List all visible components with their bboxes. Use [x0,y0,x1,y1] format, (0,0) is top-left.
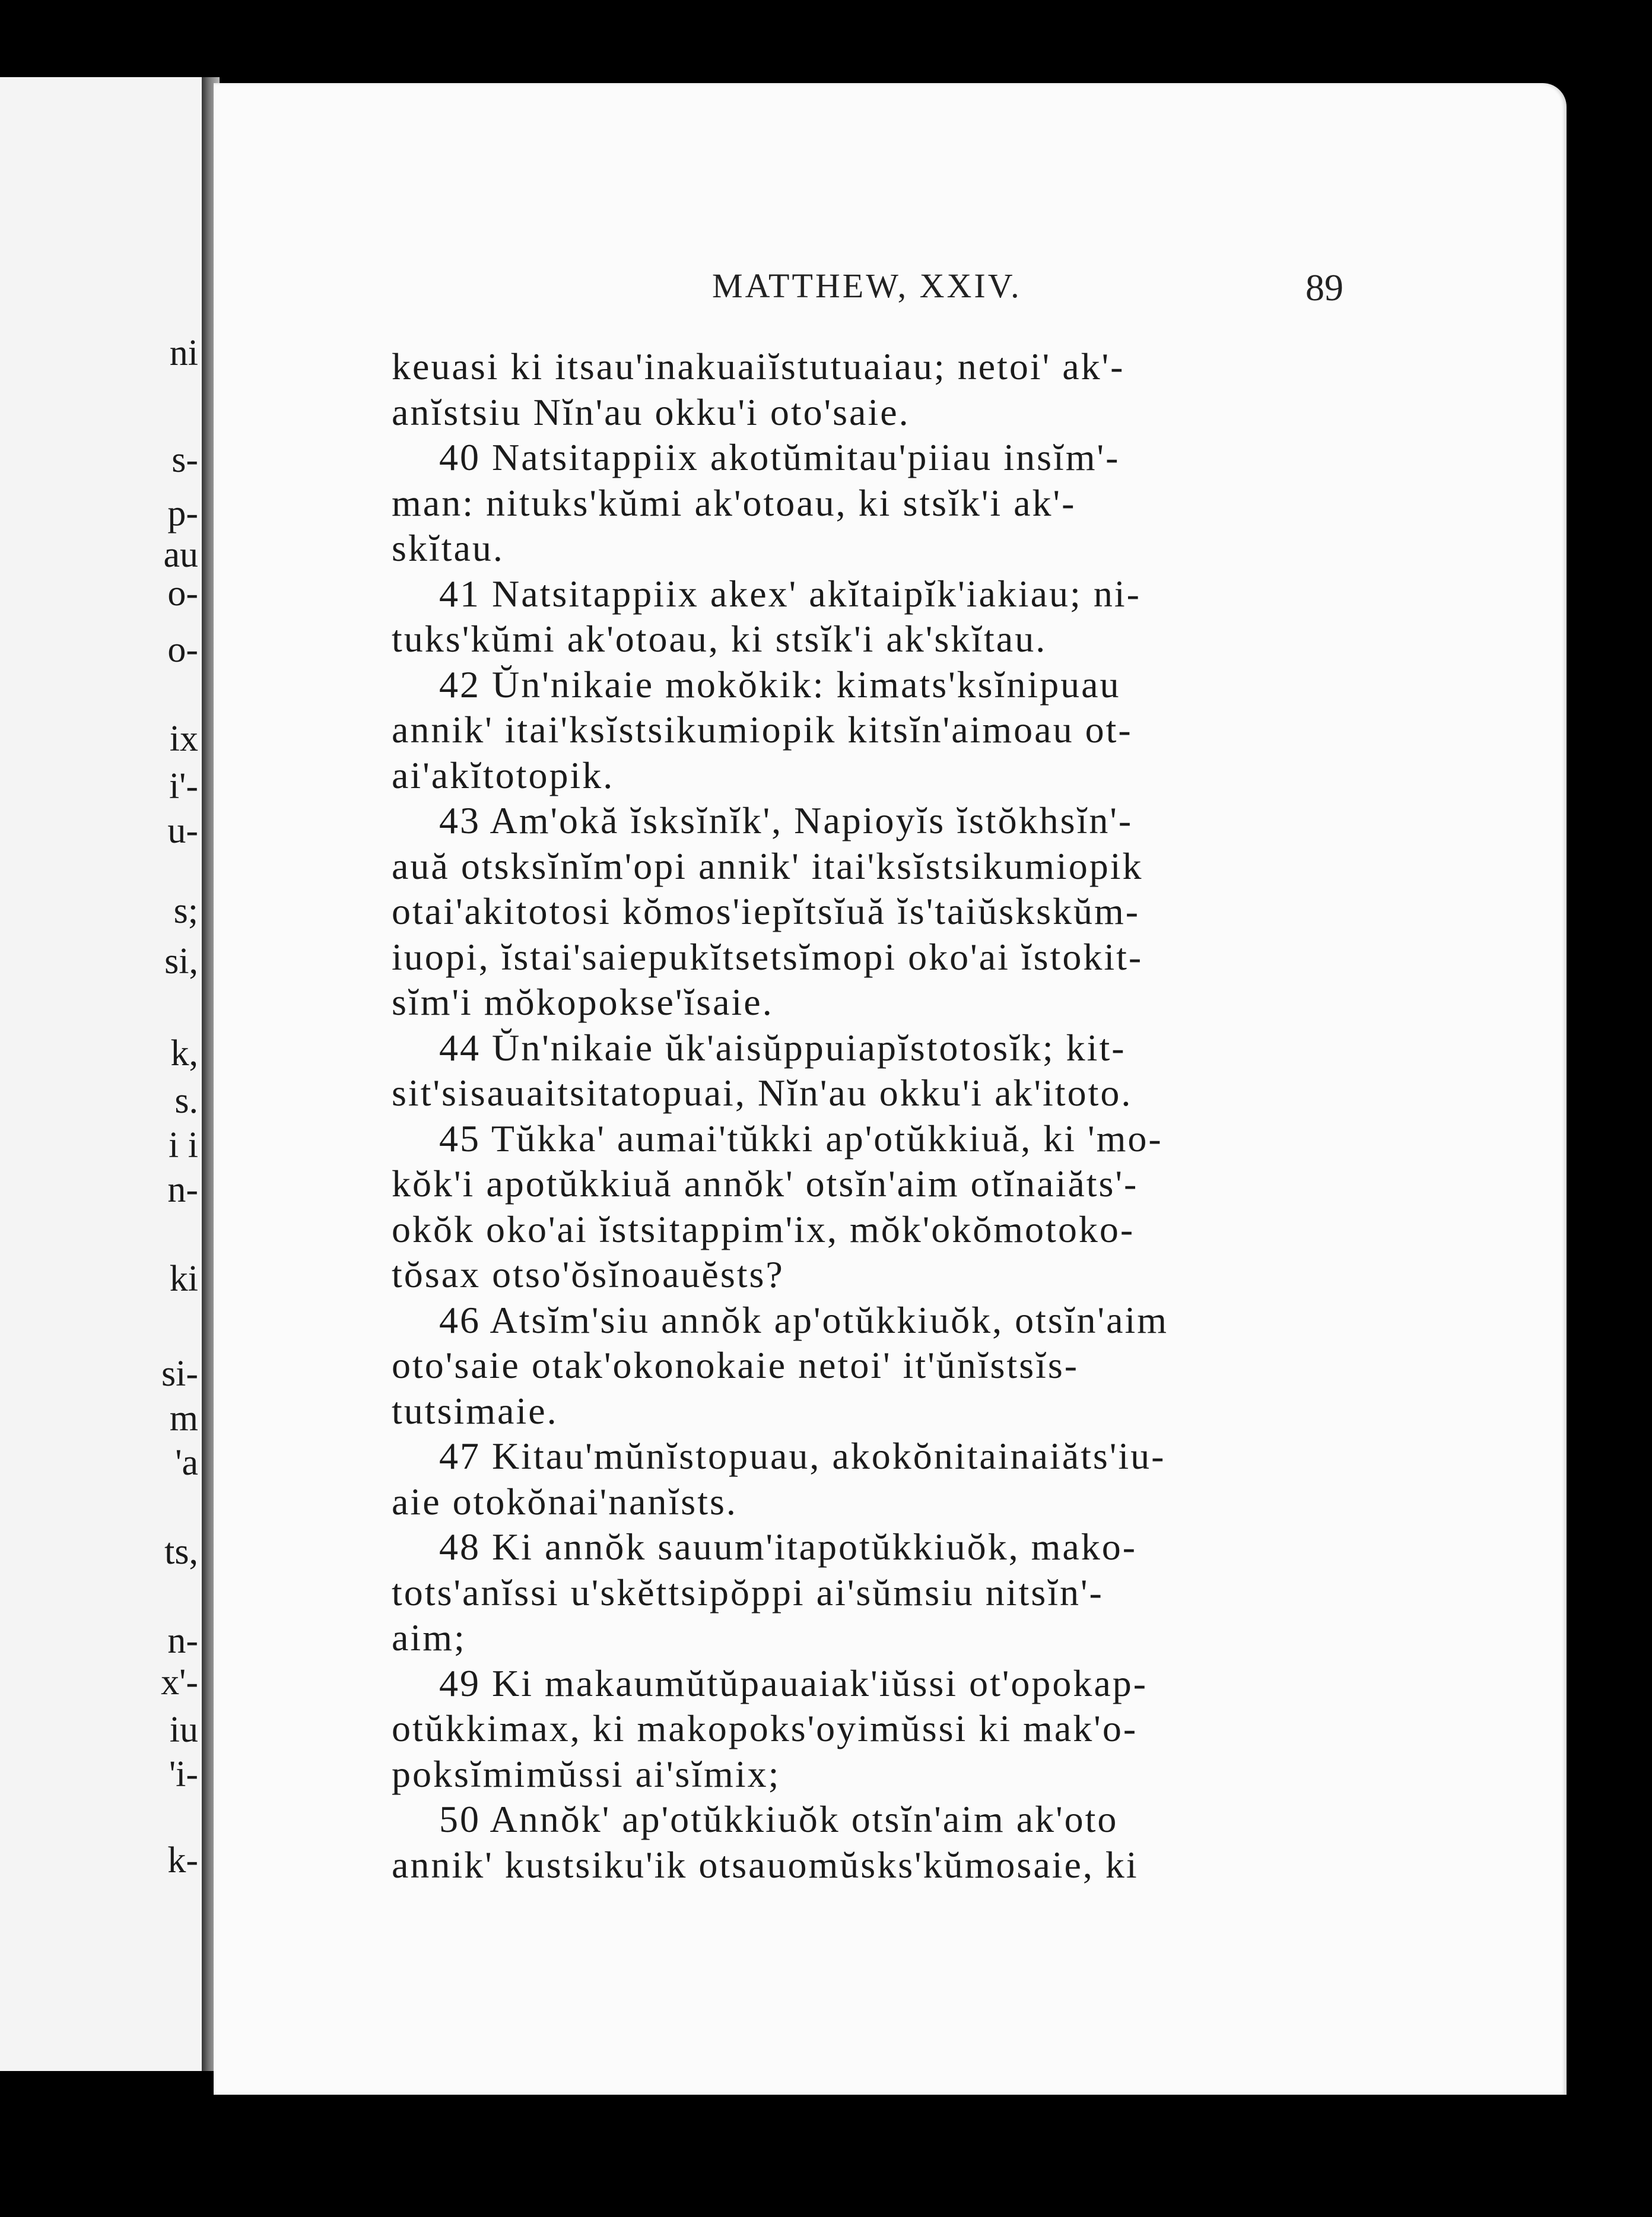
text-line: aie otokŏnai'nanĭsts. [392,1480,738,1523]
left-page-fragment: p- [167,493,198,533]
left-page-fragment: s. [174,1081,198,1121]
text-line: 42 Ŭn'nikaie mokŏkik: kimats'ksĭnipuau [439,663,1121,706]
left-page-fragment: iu [169,1710,198,1750]
text-line: annik' kustsiku'ik otsauomŭsks'kŭmosaie, ki [392,1843,1139,1886]
text-line: auă otsksĭnĭm'opi annik' itai'ksĭstsikumiopik [392,844,1143,887]
text-line: keuasi ki itsau'inakuaiĭstutuaiau; netoi' ak'- [392,345,1125,388]
left-page-fragment: n- [167,1621,198,1661]
page-text-block [392,344,1359,1888]
text-line: tŏsax otso'ŏsĭnoauĕsts? [392,1253,784,1295]
text-line: 41 Natsitappiix akex' akĭtaipĭk'iakiau; ni- [439,572,1141,615]
text-line: tuks'kŭmi ak'otoau, ki stsĭk'i ak'skĭtau. [392,618,1047,660]
text-line: otŭkkimax, ki makopoks'oyimŭssi ki mak'o- [392,1707,1138,1749]
left-page-fragment: i i [169,1125,198,1165]
text-line: 50 Annŏk' ap'otŭkkiuŏk otsĭn'aim ak'oto [439,1798,1119,1840]
text-line: man: nituks'kŭmi ak'otoau, ki stsĭk'i ak'- [392,481,1076,524]
text-line: iuopi, ĭstai'saiepukĭtsetsĭmopi oko'ai ĭstokit- [392,935,1143,978]
left-page-fragment: n- [167,1170,198,1210]
text-line: oto'saie otak'okonokaie netoi' it'ŭnĭstsĭs- [392,1344,1079,1386]
left-page-fragment: ix [169,719,198,759]
left-page-fragment: 'a [175,1443,198,1483]
left-page-fragment: 'i- [169,1754,198,1794]
text-line: 48 Ki annŏk sauum'itapotŭkkiuŏk, mako- [439,1526,1138,1568]
left-page-fragment: s- [171,440,198,480]
left-page-fragment: o- [167,573,198,614]
text-line: 47 Kitau'mŭnĭstopuau, akokŏnitainaiăts'iu- [439,1435,1166,1477]
text-line: sĭm'i mŏkopokse'ĭsaie. [392,981,774,1023]
text-line: tutsimaie. [392,1389,558,1432]
left-page-fragment: m [169,1398,198,1438]
text-line: otai'akitotosi kŏmos'iepĭtsĭuă ĭs'taiŭskskŭm- [392,890,1140,932]
left-page-fragment: k- [167,1840,198,1881]
left-page-fragment: ki [169,1259,198,1299]
text-line: 40 Natsitappiix akotŭmitau'piiau insĭm'- [439,436,1120,478]
left-page-edge [0,77,202,2071]
text-line: aim; [392,1616,466,1659]
text-line: kŏk'i apotŭkkiuă annŏk' otsĭn'aim otĭnaiăts'- [392,1163,1139,1205]
left-page-fragment: ni [169,333,198,373]
left-page-fragment: ts, [164,1532,198,1572]
text-line: poksĭmimŭssi ai'sĭmix; [392,1752,781,1795]
text-line: 44 Ŭn'nikaie ŭk'aisŭppuiapĭstotosĭk; kit- [439,1026,1126,1069]
text-line: anĭstsiu Nĭn'au okku'i oto'saie. [392,390,910,433]
page-number: 89 [1305,266,1343,309]
text-line: 46 Atsĭm'siu annŏk ap'otŭkkiuŏk, otsĭn'aim [439,1298,1169,1341]
running-head: MATTHEW, XXIV. [712,266,1022,305]
text-line: annik' itai'ksĭstsikumiopik kitsĭn'aimoau ot- [392,709,1133,751]
left-page-fragment: i'- [169,766,198,806]
left-page-fragment: o- [167,630,198,670]
left-page-fragment: u- [167,811,198,851]
text-line: 45 Tŭkka' aumai'tŭkki ap'otŭkkiuă, ki 'mo- [439,1117,1163,1160]
text-line: 43 Am'okă ĭsksĭnĭk', Napioyĭs ĭstŏkhsĭn'- [439,799,1133,841]
left-page-fragment: s; [173,891,198,931]
text-line: 49 Ki makaumŭtŭpauaiak'iŭssi ot'opokap- [439,1662,1148,1704]
left-page-fragment: x'- [161,1662,198,1703]
text-line: okŏk oko'ai ĭstsitappim'ix, mŏk'okŏmotoko- [392,1208,1135,1250]
left-page-fragment: au [163,535,198,575]
text-line: tots'anĭssi u'skĕttsipŏppi ai'sŭmsiu nitsĭn'- [392,1571,1104,1613]
text-line: sit'sisauaitsitatopuai, Nĭn'au okku'i ak'itoto. [392,1072,1133,1114]
left-page-fragment: si- [161,1354,198,1394]
left-page-fragment: si, [164,941,198,982]
left-page-fragment: k, [170,1033,198,1073]
text-line: ai'akĭtotopik. [392,754,615,796]
text-line: skĭtau. [392,527,504,569]
